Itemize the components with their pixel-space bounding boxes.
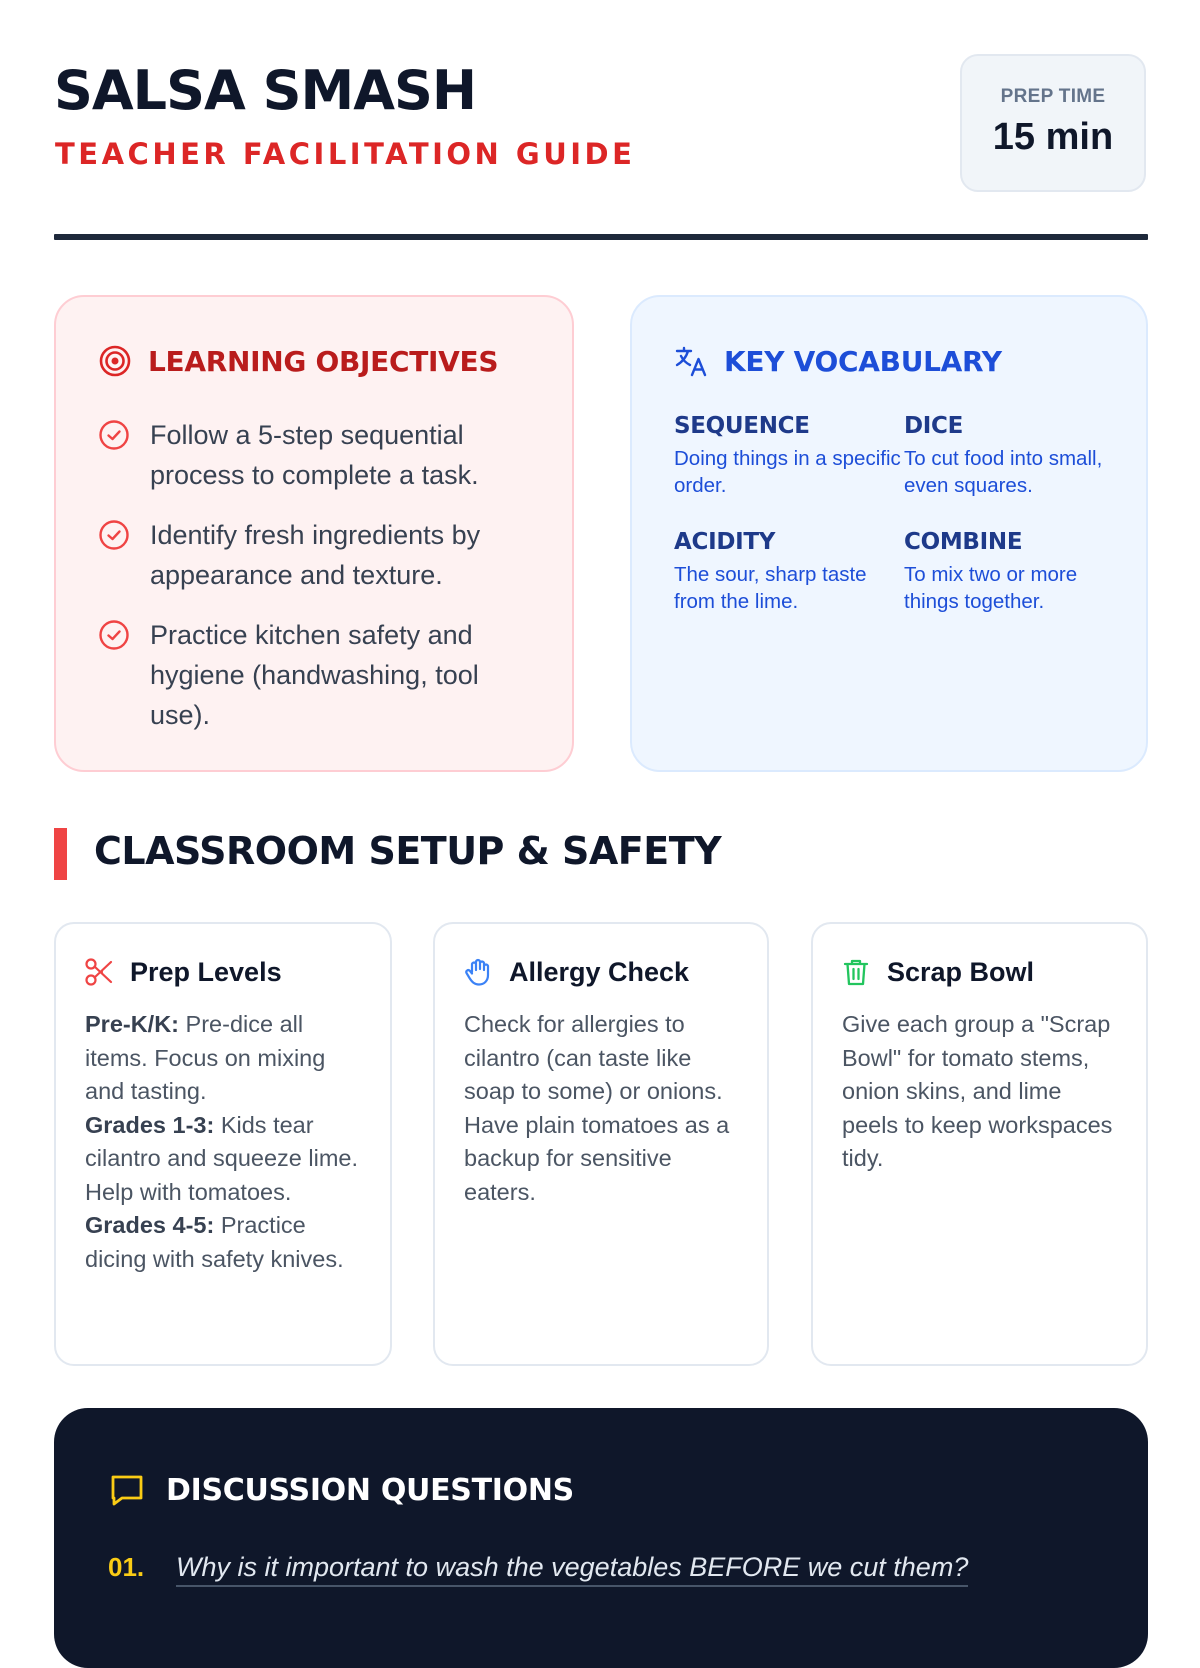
vocab-definition: To mix two or more things together. (904, 563, 1078, 613)
key-vocabulary-title: KEY VOCABULARY (724, 344, 1002, 378)
discussion-title: DISCUSSION QUESTIONS (166, 1472, 574, 1508)
prep-level-line (85, 1109, 367, 1210)
discussion-header (108, 1470, 574, 1510)
prep-time-label: PREP TIME (1000, 86, 1106, 107)
hand-icon (463, 956, 495, 988)
card-header (84, 956, 282, 988)
discussion-question (108, 1552, 968, 1587)
learning-objectives-panel (54, 295, 574, 772)
target-icon (98, 343, 134, 379)
vocab-term: ACIDITY (674, 529, 776, 555)
allergy-check-card (433, 922, 769, 1366)
question-number: 01. (108, 1552, 145, 1582)
objective-item (98, 615, 538, 735)
objective-text: Follow a 5-step sequential process to complete a task. (150, 420, 479, 490)
objective-text: Practice kitchen safety and hygiene (handwashing, tool use). (150, 620, 479, 730)
prep-level-label: Grades 4-5: (85, 1212, 215, 1238)
prep-level-line (85, 1209, 367, 1276)
vocab-definition: The sour, sharp taste from the lime. (674, 563, 867, 613)
learning-objectives-title: LEARNING OBJECTIVES (148, 344, 499, 378)
vocab-term: SEQUENCE (674, 413, 810, 439)
vocab-entry (674, 529, 904, 615)
page-subtitle: TEACHER FACILITATION GUIDE (55, 137, 636, 171)
key-vocabulary-header (674, 343, 1002, 379)
vocab-term: COMBINE (904, 529, 1023, 555)
prep-level-label: Grades 1-3: (85, 1111, 215, 1138)
vocab-definition: Doing things in a specific order. (674, 447, 901, 497)
prep-level-text: Pre-dice all items. Focus on mixing and tasting. (85, 1011, 326, 1104)
card-title: Prep Levels (130, 956, 282, 987)
scissors-icon (84, 956, 116, 988)
translate-icon (674, 343, 710, 379)
objectives-list (98, 415, 538, 755)
section-accent-bar (54, 828, 67, 880)
discussion-questions-panel (54, 1408, 1148, 1668)
objective-text: Identify fresh ingredients by appearance and texture. (150, 520, 481, 590)
prep-time-value: 15 min (992, 116, 1114, 158)
card-header (841, 956, 1034, 988)
card-body: Give each group a "Scrap Bowl" for tomato stems, onion skins, and lime peels to keep workspaces tidy. (842, 1011, 1113, 1171)
prep-level-line (85, 1008, 367, 1109)
objective-item (98, 415, 538, 495)
objective-item (98, 515, 538, 595)
vocabulary-grid (674, 413, 1114, 615)
check-circle-icon (98, 615, 134, 655)
check-circle-icon (98, 415, 134, 455)
card-title: Scrap Bowl (887, 956, 1035, 987)
prep-level-text: Kids tear cilantro and squeeze lime. Help with tomatoes. (85, 1111, 359, 1205)
page-title: SALSA SMASH (54, 59, 477, 122)
key-vocabulary-panel (630, 295, 1148, 772)
prep-time-badge (960, 54, 1146, 192)
vocab-entry (904, 413, 1114, 499)
card-header (463, 956, 689, 988)
check-circle-icon (98, 515, 134, 555)
scrap-bowl-card (811, 922, 1148, 1366)
header-divider (54, 234, 1148, 240)
setup-section-title: CLASSROOM SETUP & SAFETY (94, 829, 722, 873)
vocab-definition: To cut food into small, even squares. (904, 447, 1103, 497)
chat-icon (108, 1470, 148, 1510)
vocab-term: DICE (904, 413, 964, 439)
question-text: Why is it important to wash the vegetables BEFORE we cut them? (176, 1552, 968, 1587)
card-title: Allergy Check (509, 956, 690, 987)
vocab-entry (674, 413, 904, 499)
card-body (85, 1008, 367, 1276)
prep-level-label: Pre-K/K: (85, 1011, 180, 1037)
prep-levels-card (54, 922, 392, 1366)
card-body: Check for allergies to cilantro (can taste like soap to some) or onions. Have plain tomatoes as a backup for sensitive eaters. (464, 1011, 730, 1205)
trash-icon (841, 956, 873, 988)
prep-level-text: Practice dicing with safety knives. (85, 1212, 344, 1272)
learning-objectives-header (98, 343, 498, 379)
vocab-entry (904, 529, 1114, 615)
